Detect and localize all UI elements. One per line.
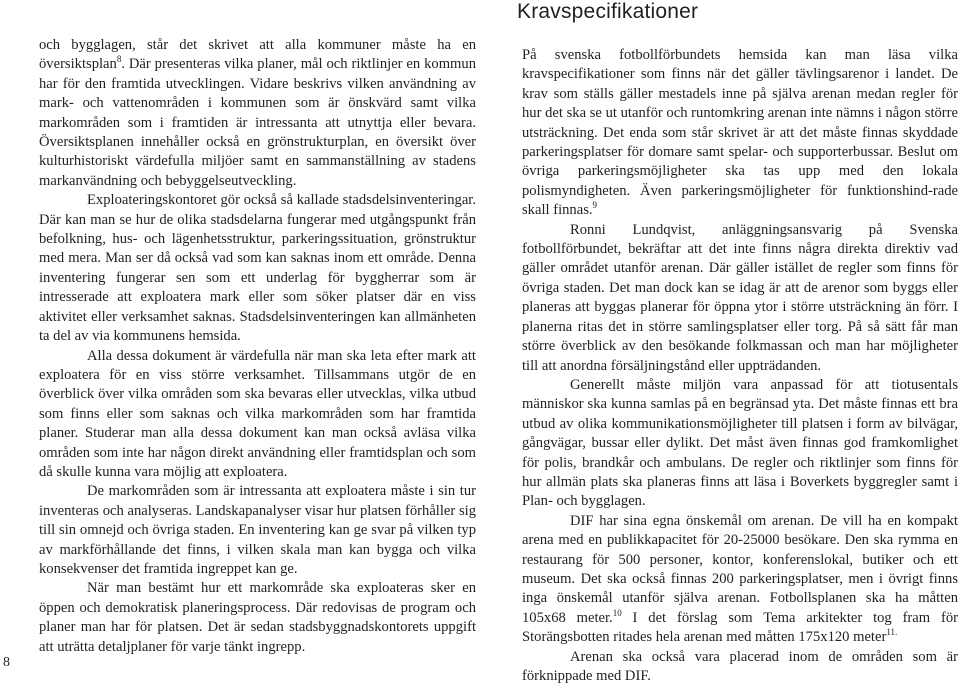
paragraph-p4: De markområden som är intressanta att exploatera måste i sin tur inventeras och analyseras. Landskapanalyser visar hur platsen förhåller sig till sin omnejd och övriga staden. En inventering kan ge svar på vilken typ av markförhållande det finns, i vilken skala man kan bygga och vilka konsekvenser det framtida ingreppet kan ge. — [39, 483, 476, 577]
footnote-marker: 9 — [592, 200, 598, 211]
left-text-column — [39, 36, 476, 657]
paragraph-p5: När man bestämt hur ett markområde ska exploateras sker en öppen och demokratisk planeringsprocess. Där redovisas de program och planer man har för platsen. Det är sedan stadsbyggnadskontorets uppgift att uträtta detaljplaner för varje tänkt ingrepp. — [39, 580, 476, 655]
page-number: 8 — [3, 655, 10, 670]
section-heading: Kravspecifikationer — [517, 0, 699, 23]
paragraph-p1: och bygglagen, står det skrivet att alla kommuner måste ha en översiktsplan$^8$. Där presenteras vilka planer, mål och riktlinjer en kommun har för den framtida utvecklingen. Vidare beskrivs vilken användning av mark- och vattenområden i kommunen som är önskvärd samt vilka markområden som i framtiden är intressanta att utnyttja eller bevara. Översiktsplanen innehåller också en grönstrukturplan, en översikt över kulturhistoriskt värdefulla miljöer samt en sammanställning av stadens markanvändning och bebyggelseutveckling. — [39, 37, 476, 189]
paragraph-p6: På svenska fotbollförbundets hemsida kan man läsa vilka kravspecifikationer som finns när det gäller tävlingsarenor i landet. De krav som ställs gäller mestadels inne på själva arenan medan regler för hur det ska se ut utanför och runtomkring arenan inte nämns i någon större utsträckning. Det enda som står skrivet är att det måste finnas skyddade parkeringsplatser för domare samt spelar- och supporterbussar. Beslut om övriga parkeringsmöjligheter ska tas upp med den lokala polismyndigheten. Även parkeringsmöjligheter för funktionshind-rade skall finnas.$^9$ — [522, 47, 958, 219]
footnote-marker: 8 — [116, 54, 122, 65]
paragraph-p8: Generellt måste miljön vara anpassad för att tiotusentals människor ska kunna samlas på en begränsad yta. Det måste finnas ett bra utbud av olika kommunikationsmöjligheter till platsen i form av bilvägar, gångvägar, bussar eller dylikt. Det måst även finnas god framkomlighet för polis, brandkår och ambulans. De regler och riktlinjer som finns för hur allmän plats ska planeras finns att läsa i Boverkets byggregler samt i Plan- och bygglagen. — [522, 376, 958, 510]
footnote-marker: 10 — [612, 607, 622, 618]
paragraph-p7: Ronni Lundqvist, anläggningsansvarig på Svenska fotbollförbundet, bekräftar att det inte finns några direkta direktiv vad gäller området utanför arenan. Där gäller istället de regler som finns för övriga staden. Det man dock kan se idag är att de arenor som byggs eller planeras att byggas planerar för öppna ytor i större utsträckning än förr. I planerna ritas det in större samlingsplatser eller torg. På så sätt får man större överblick av den besökande folkmassan och man har möjligheter till att anordna försäljningstånd eller uppträdanden. — [522, 221, 958, 374]
paragraph-p2: Exploateringskontoret gör också så kallade stadsdelsinventeringar. Där kan man se hur de olika stadsdelarna fungerar med utgångspunkt från befolkning, hus- och lägenhetsstruktur, parkeringssituation, grönstruktur med mera. Man ser då också vad som kan saknas inom ett område. Denna inventering fungerar sen som ett underlag för byggherrar som är intresserade att exploatera mark eller som söker platser där en viss aktivitet eller verksamhet saknas. Stadsdelsinventeringen kan allmänheten ta del av via kommunens hemsida. — [39, 192, 476, 345]
paragraph-p10: Arenan ska också vara placerad inom de områden som är förknippade med DIF. — [522, 648, 958, 684]
paragraph-p3: Alla dessa dokument är värdefulla när man ska leta efter mark att exploatera för en viss större verksamhet. Tillsammans utgör de en överblick över vilka områden som ska bevaras eller utvecklas, vilka utbud som finns eller som saknas och vilka markområden som har framtida planer. Studerar man alla dessa dokument kan man också avläsa vilka områden som inte har någon direkt användning eller framtidsplan och som då skulle kunna vara möjlig att exploatera. — [39, 347, 476, 480]
footnote-marker: 11. — [886, 627, 898, 638]
right-text-column — [522, 46, 958, 686]
paragraph-p9: DIF har sina egna önskemål om arenan. De vill ha en kompakt arena med en publikkapacitet för 20-25000 besökare. Den ska rymma en restaurang för 500 personer, kontor, konferenslokal, butiker och ett museum. Det ska också finnas 200 parkeringsplatser, men i övrigt finns inga önskemål utanför själva arenan. Fotbollsplanen ska ha måtten 105x68 meter.$^{10}$ I det förslag som Tema arkitekter tog fram för Storängsbotten ritades hela arenan med måtten 175x120 meter$^{11.}$ — [522, 512, 958, 646]
